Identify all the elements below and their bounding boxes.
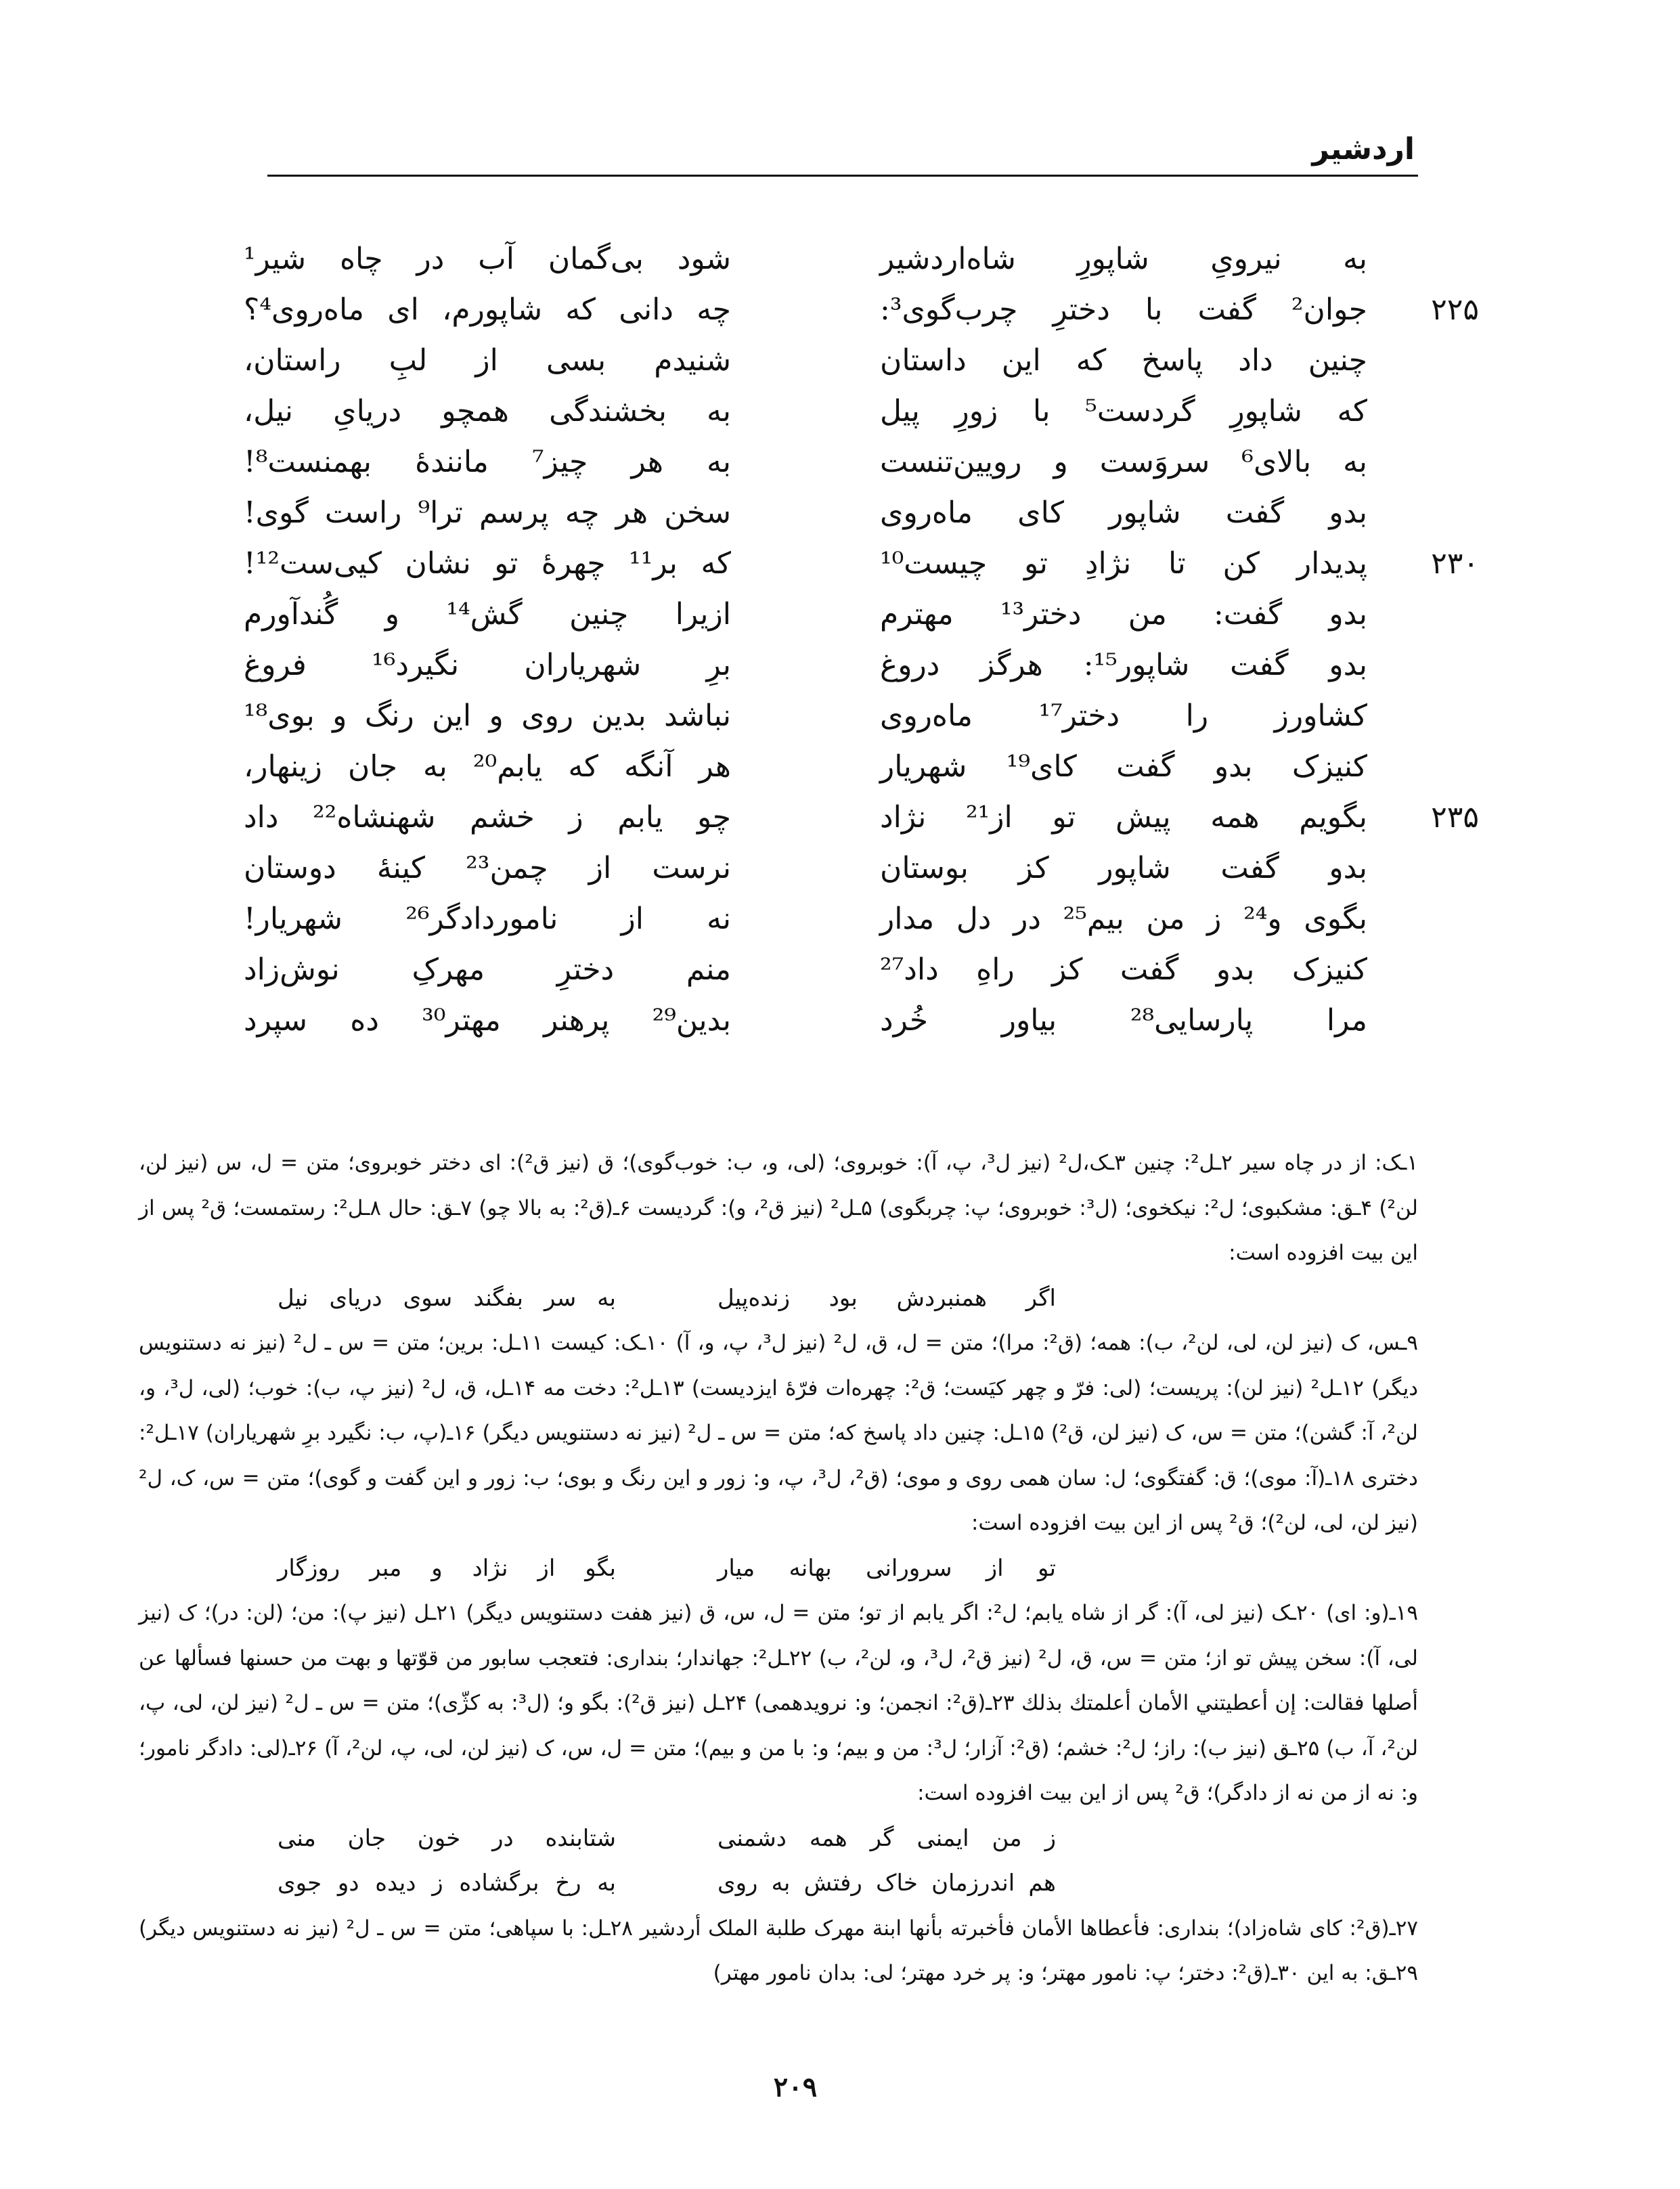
verse-number: ۲۳۵ xyxy=(1431,800,1479,835)
hemistich-text: به نیرویِ شاپورِ شاه‌اردشیر xyxy=(880,242,1367,276)
footnote-paragraph: ۹ـس، ک (نیز لن، لی، لن²، ب): همه؛ (ق²: مرا)؛ متن = ل، ق، ل² (نیز ل³، پ، و، آ) ۱۰ـک: کیست ۱۱ـل: برین؛ متن = س ـ ل² (نیز نه دستنویس دیگر) ۱۲ـل² (نیز لن): پریست؛ (لی: فرّ و چهر کیَست؛ ق²: چهره‌ات فرّهٔ ایزدیست) ۱۳ـل²: دخت مه ۱۴ـل، ق، ل² (نیز پ، ب): خوب؛ (لی، ل³، و، لن²، آ: گشن)؛ متن = س، ک (نیز لن، ق²) ۱۵ـل: چنین داد پاسخ که؛ متن = س ـ ل² (نیز نه دستنویس دیگر) ۱۶ـ(پ، ب: نگیرد برِ شهریاران) ۱۷ـل²: دختری ۱۸ـ(آ: موی)؛ ق: گفتگوی؛ ل: سان همی روی و موی؛ (ق²، ل³، پ، و: زور و این رنگ و بوی؛ ب: زور و این گفت و گوی)؛ متن = س، ک، ل² (نیز لن، لی، لن²)؛ ق² پس از این بیت افزوده است: xyxy=(139,1331,1419,1535)
verse-hemistich-right xyxy=(880,995,1367,1046)
added-couplet xyxy=(139,1861,1418,1906)
hemistich-2: بگو از نژاد و مبر روزگار xyxy=(278,1554,616,1582)
verse-column-left xyxy=(244,234,731,1046)
added-couplet xyxy=(139,1816,1418,1861)
verse-hemistich-right xyxy=(880,386,1367,437)
added-couplet xyxy=(139,1276,1418,1321)
hemistich-1: اگر همنبردش بود زنده‌پیل xyxy=(717,1284,1056,1312)
added-couplet xyxy=(139,1546,1418,1591)
hemistich-text: به بالای⁶ سروَست و رویین‌تنست xyxy=(880,445,1367,479)
verse-hemistich-left: نه از ناموردادگر²⁶ شهریار! xyxy=(244,902,731,936)
verse-hemistich-right xyxy=(880,741,1367,792)
hemistich-text: چنین داد پاسخ که این داستان xyxy=(880,343,1367,378)
verse-hemistich-left: ازیرا چنین گش¹⁴ و گُندآورم xyxy=(244,597,731,632)
verse-hemistich-right xyxy=(880,487,1367,538)
hemistich-2: به سر بفگند سوی دریای نیل xyxy=(278,1284,616,1312)
hemistich-text: بگوی و²⁴ ز من بیم²⁵ در دل مدار xyxy=(880,902,1368,936)
verse-block xyxy=(244,234,1479,1086)
verse-hemistich-left: که بر¹¹ چهرهٔ تو نشان کیی‌ست¹²! xyxy=(244,546,732,581)
verse-hemistich-left: بدین²⁹ پرهنر مهتر³⁰ ده سپرد xyxy=(244,1003,731,1038)
verse-hemistich-left: منم دخترِ مهرکِ نوش‌زاد xyxy=(244,952,731,987)
hemistich-text: کشاورز را دختر¹⁷ ماه‌روی xyxy=(880,699,1367,733)
verse-hemistich-right xyxy=(880,284,1479,335)
verse-hemistich-right xyxy=(880,843,1367,893)
verse-hemistich-right xyxy=(880,792,1479,843)
verse-hemistich-left: شود بی‌گمان آب در چاه شیر¹ xyxy=(244,242,731,276)
verse-hemistich-right xyxy=(880,944,1367,995)
verse-hemistich-left: شنیدم بسی از لبِ راستان، xyxy=(244,343,731,378)
page-number: ۲۰۹ xyxy=(773,2071,818,2103)
verse-hemistich-right xyxy=(880,437,1367,487)
verse-hemistich-left: به بخشندگی همچو دریایِ نیل، xyxy=(244,394,731,428)
footnote-paragraph: ۱ـک: از در چاه سیر ۲ـل²: چنین ۳ـک،ل² (نیز ل³، پ، آ): خوبروی؛ (لی، و، ب: خوب‌گوی)؛ ق (نیز ق²): ای دختر خوبروی؛ متن = ل، س (نیز لن، لن²) ۴ـق: مشکبوی؛ ل²: نیکخوی؛ (ل³: خوبروی؛ پ: چربگوی) ۵ـل² (نیز ق²، و): گردیست ۶ـ(ق²: به بالا چو) ۷ـق: حال ۸ـل²: رستمست؛ ق² پس از این بیت افزوده است: xyxy=(139,1151,1418,1265)
verse-number: ۲۳۰ xyxy=(1431,546,1479,581)
verse-hemistich-right xyxy=(880,893,1367,944)
verse-hemistich-left: سخن هر چه پرسم ترا⁹ راست گوی! xyxy=(244,495,731,530)
hemistich-text: پدیدار کن تا نژادِ تو چیست¹⁰ xyxy=(880,546,1367,581)
hemistich-1: هم اندرزمان خاک رفتش به روی xyxy=(717,1870,1056,1897)
hemistich-text: بدو گفت شاپور¹⁵: هرگز دروغ xyxy=(880,648,1367,682)
verse-hemistich-right xyxy=(880,538,1479,589)
running-head-title: اردشیر xyxy=(1312,132,1415,167)
verse-column-right xyxy=(880,234,1479,1046)
hemistich-2: به رخ برگشاده ز دیده دو جوی xyxy=(278,1870,616,1897)
hemistich-text: بدو گفت شاپور کز بوستان xyxy=(880,851,1367,885)
verse-hemistich-left: برِ شهریاران نگیرد¹⁶ فروغ xyxy=(244,648,731,682)
hemistich-text: که شاپورِ گردست⁵ با زورِ پیل xyxy=(880,394,1367,428)
hemistich-text: بگویم همه پیش تو از²¹ نژاد xyxy=(880,800,1367,835)
hemistich-text: بدو گفت شاپور کای ماه‌روی xyxy=(880,495,1367,530)
hemistich-2: شتابنده در خون جان منی xyxy=(278,1824,616,1852)
verse-hemistich-left: هر آنگه که یابم²⁰ به جان زینهار، xyxy=(244,749,731,784)
verse-hemistich-left: به هر چیز⁷ مانندهٔ بهمنست⁸! xyxy=(244,445,731,479)
header-rule xyxy=(267,175,1418,177)
hemistich-1: تو از سرورانی بهانه میار xyxy=(717,1554,1056,1582)
verse-hemistich-left: چو یابم ز خشم شهنشاه²² داد xyxy=(244,800,731,835)
hemistich-text: کنیزک بدو گفت کز راهِ داد²⁷ xyxy=(880,952,1367,987)
verse-hemistich-left: نباشد بدین روی و این رنگ و بوی¹⁸ xyxy=(244,699,731,733)
hemistich-text: کنیزک بدو گفت کای¹⁹ شهریار xyxy=(880,749,1367,784)
verse-hemistich-right xyxy=(880,335,1367,386)
verse-hemistich-right xyxy=(880,690,1367,741)
verse-hemistich-right xyxy=(880,589,1367,640)
verse-hemistich-right xyxy=(880,640,1367,690)
hemistich-1: ز من ایمنی گر همه دشمنی xyxy=(717,1824,1056,1852)
verse-number: ۲۲۵ xyxy=(1431,292,1479,327)
verse-hemistich-right xyxy=(880,234,1367,284)
hemistich-text: جوان² گفت با دخترِ چرب‌گوی³: xyxy=(880,292,1367,327)
footnote-paragraph: ۲۷ـ(ق²: کای شاه‌زاد)؛ بنداری: فأعطاها الأمان فأخبرته بأنها ابنة مهرک طلبة الملک أردشیر ۲۸ـل: با سپاهی؛ متن = س ـ ل² (نیز نه دستنویس دیگر) ۲۹ـق: به این ۳۰ـ(ق²: دختر؛ پ: نامور مهتر؛ و: پر خرد مهتر؛ لی: بدان نامور مهتر) xyxy=(139,1916,1418,1985)
verse-hemistich-left: نرست از چمن²³ کینهٔ دوستان xyxy=(244,851,731,885)
footnote-paragraph: ۱۹ـ(و: ای) ۲۰ـک (نیز لی، آ): گر از شاه یابم؛ ل²: اگر یابم از تو؛ متن = ل، س، ق (نیز هفت دستنویس دیگر) ۲۱ـل (نیز پ): من؛ (لن: در)؛ ک (نیز لی، آ): سخن پیش تو از؛ متن = س، ق، ل² (نیز ق²، ل³، و، لن²، ب) ۲۲ـل²: جهاندار؛ بنداری: فتعجب سابور من قوّتها و بهت من حسنها فسألها عن أصلها فقالت: إن أعطيتني الأمان أعلمتك بذلك ۲۳ـ(ق²: انجمن؛ و: نرویدهمی) ۲۴ـل (نیز ق²): بگو و؛ (ل³: به کژّی)؛ متن = س ـ ل² (نیز لن، لی، پ، لن²، آ، ب) ۲۵ـق (نیز ب): راز؛ ل²: خشم؛ (ق²: آزار؛ ل³: من و بیم؛ و: با من و بیم)؛ متن = ل، س، ک (نیز لن، لی، پ، لن²، آ) ۲۶ـ(لی: دادگر نامور؛ و: نه از من نه از دادگر)؛ ق² پس از این بیت افزوده است: xyxy=(139,1601,1419,1805)
hemistich-text: مرا پارسایی²⁸ بیاور خُرد xyxy=(880,1003,1368,1038)
hemistich-text: بدو گفت: من دختر¹³ مهترم xyxy=(880,597,1367,632)
verse-hemistich-left: چه دانی که شاپورم، ای ماه‌روی⁴؟ xyxy=(244,292,731,327)
footnotes xyxy=(139,1141,1418,1996)
